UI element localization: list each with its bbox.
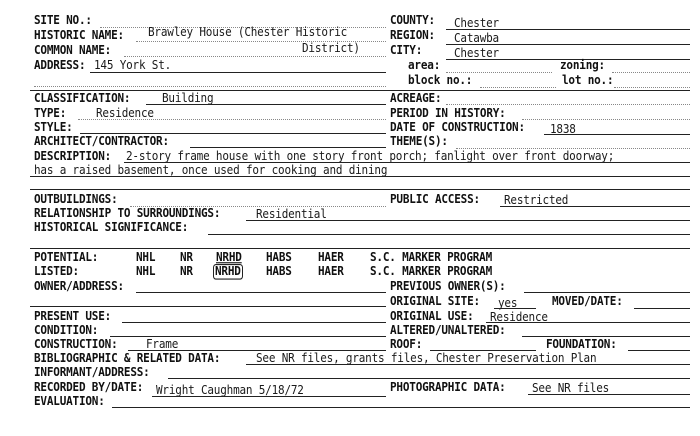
label-period: PERIOD IN HISTORY: <box>390 105 506 121</box>
present-use-line <box>122 322 386 323</box>
city-value: Chester <box>454 45 499 61</box>
original-site-line <box>494 308 536 309</box>
block-no-line <box>480 87 556 88</box>
label-significance: HISTORICAL SIGNIFICANCE: <box>34 219 189 235</box>
classification-line <box>146 104 386 105</box>
label-original-use: ORIGINAL USE: <box>390 308 474 324</box>
previous-owner-line <box>524 292 690 293</box>
listed-nr: NR <box>180 263 193 279</box>
label-block-no: block no.: <box>408 72 473 88</box>
label-common-name: COMMON NAME: <box>34 42 112 58</box>
label-condition: CONDITION: <box>34 322 99 338</box>
date-construction-line <box>544 134 690 135</box>
original-site-value: yes <box>498 295 518 311</box>
lot-no-line <box>614 87 690 88</box>
recorded-by-line <box>152 396 386 397</box>
label-roof: ROOF: <box>390 336 423 352</box>
photographic-line <box>528 394 690 395</box>
label-architect: ARCHITECT/CONTRACTOR: <box>34 133 169 149</box>
address-value: 145 York St. <box>94 57 172 73</box>
label-address: ADDRESS: <box>34 57 86 73</box>
region-line <box>446 44 690 45</box>
date-construction-value: 1838 <box>550 121 576 137</box>
label-region: REGION: <box>390 27 435 43</box>
label-classification: CLASSIFICATION: <box>34 90 131 106</box>
historic-name-value-1: Brawley House (Chester Historic <box>148 24 348 40</box>
potential-nhl: NHL <box>136 249 156 265</box>
potential-sc-marker: S.C. MARKER PROGRAM <box>370 249 493 265</box>
label-style: STYLE: <box>34 119 73 135</box>
original-use-line <box>486 322 690 323</box>
label-bibliographic: BIBLIOGRAPHIC & RELATED DATA: <box>34 350 221 366</box>
label-owner-address: OWNER/ADDRESS: <box>34 278 124 294</box>
historic-name-value-2: District) <box>302 40 360 56</box>
description-value-1: 2-story frame house with one story front porch; fanlight over front doorway; <box>126 148 615 164</box>
label-recorded-by: RECORDED BY/DATE: <box>34 379 144 395</box>
listed-haer: HAER <box>318 263 344 279</box>
recorded-by-value: Wright Caughman 5/18/72 <box>156 382 304 398</box>
label-photographic: PHOTOGRAPHIC DATA: <box>390 379 506 395</box>
label-informant: INFORMANT/ADDRESS: <box>34 364 150 380</box>
label-acreage: ACREAGE: <box>390 90 442 106</box>
address-line-2 <box>34 86 386 87</box>
original-use-value: Residence <box>490 309 548 325</box>
owner-address-line <box>136 292 386 293</box>
label-evaluation: EVALUATION: <box>34 393 105 409</box>
potential-nrhd: NRHD <box>216 249 242 265</box>
label-themes: THEME(S): <box>390 133 448 149</box>
label-present-use: PRESENT USE: <box>34 308 112 324</box>
owner-address-line-2 <box>30 306 386 307</box>
address-line <box>90 72 386 73</box>
label-city: CITY: <box>390 42 423 58</box>
separator-1 <box>30 90 690 91</box>
label-outbuildings: OUTBUILDINGS: <box>34 191 118 207</box>
label-listed: LISTED: <box>34 263 79 279</box>
label-zoning: zoning: <box>560 57 605 73</box>
label-original-site: ORIGINAL SITE: <box>390 293 480 309</box>
type-value: Residence <box>96 105 154 121</box>
label-relationship: RELATIONSHIP TO SURROUNDINGS: <box>34 205 221 221</box>
classification-value: Building <box>162 90 214 106</box>
listed-nrhd-circled: NRHD <box>215 264 241 279</box>
listed-habs: HABS <box>266 263 292 279</box>
type-line <box>78 119 386 120</box>
significance-line-2 <box>30 248 690 249</box>
label-site-no: SITE NO.: <box>34 12 92 28</box>
label-construction: CONSTRUCTION: <box>34 336 118 352</box>
relationship-line <box>246 220 690 221</box>
evaluation-line <box>112 407 690 408</box>
construction-value: Frame <box>146 336 179 352</box>
relationship-value: Residential <box>256 206 327 222</box>
period-line <box>522 119 690 120</box>
informant-line <box>168 378 690 379</box>
description-value-2: has a raised basement, once used for cooking and dining <box>34 162 388 178</box>
region-value: Catawba <box>454 30 499 46</box>
label-county: COUNTY: <box>390 12 435 28</box>
separator-2 <box>30 189 690 190</box>
architect-line <box>190 147 386 148</box>
photographic-value: See NR files <box>532 380 610 396</box>
acreage-line <box>446 104 690 105</box>
significance-line <box>208 234 690 235</box>
zoning-line <box>612 72 690 73</box>
label-altered: ALTERED/UNALTERED: <box>390 322 506 338</box>
description-line-2 <box>30 176 690 177</box>
foundation-line <box>628 350 690 351</box>
label-previous-owner: PREVIOUS OWNER(S): <box>390 278 506 294</box>
label-potential: POTENTIAL: <box>34 249 99 265</box>
label-public-access: PUBLIC ACCESS: <box>390 191 480 207</box>
public-access-value: Restricted <box>504 192 569 208</box>
label-date-construction: DATE OF CONSTRUCTION: <box>390 119 525 135</box>
potential-habs: HABS <box>266 249 292 265</box>
label-moved-date: MOVED/DATE: <box>552 293 623 309</box>
public-access-line <box>500 206 690 207</box>
label-type: TYPE: <box>34 105 67 121</box>
label-historic-name: HISTORIC NAME: <box>34 27 124 43</box>
county-line <box>446 29 690 30</box>
common-name-line <box>124 56 386 57</box>
bibliographic-line <box>246 364 690 365</box>
listed-nhl: NHL <box>136 263 156 279</box>
potential-haer: HAER <box>318 249 344 265</box>
county-value: Chester <box>454 15 499 31</box>
moved-date-line <box>634 308 690 309</box>
bibliographic-value: See NR files, grants files, Chester Preservation Plan <box>256 350 597 366</box>
label-description: DESCRIPTION: <box>34 148 112 164</box>
label-foundation: FOUNDATION: <box>546 336 617 352</box>
label-area: area: <box>408 57 441 73</box>
listed-sc-marker: S.C. MARKER PROGRAM <box>370 263 493 279</box>
label-lot-no: lot no.: <box>562 72 614 88</box>
potential-nr: NR <box>180 249 193 265</box>
